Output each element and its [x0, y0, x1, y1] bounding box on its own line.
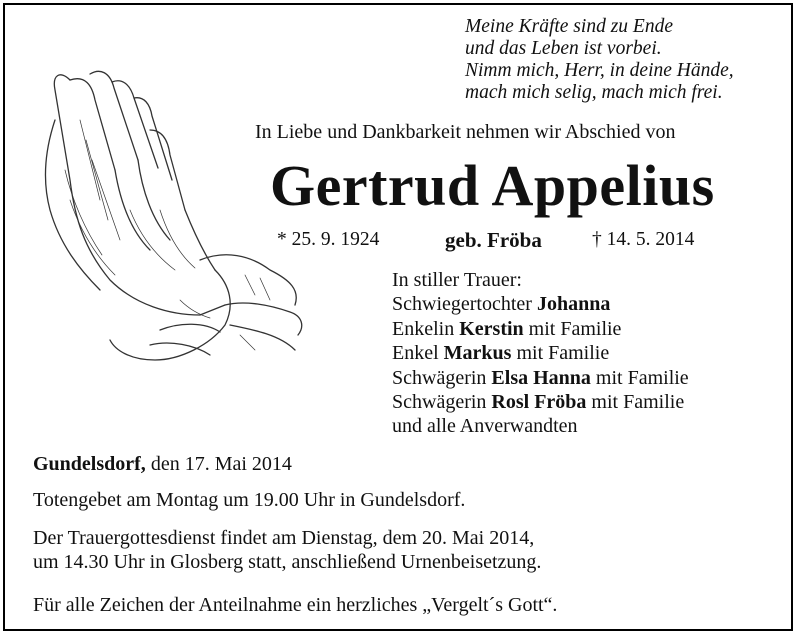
mourner-row: Schwägerin Elsa Hanna mit Familie [392, 366, 689, 389]
date: den 17. Mai 2014 [145, 453, 292, 475]
thanks-note: Für alle Zeichen der Anteilnahme ein herzliches „Vergelt´s Gott“. [33, 594, 558, 616]
mourner-row: Schwiegertochter Johanna [392, 293, 611, 316]
deceased-name: Gertrud Appelius [270, 153, 715, 218]
poem-line: Meine Kräfte sind zu Ende [465, 16, 673, 37]
mourner-row: Enkel Markus mit Familie [392, 342, 610, 365]
intro-text: In Liebe und Dankbarkeit nehmen wir Abschied von [255, 121, 676, 143]
mourner-row: Schwägerin Rosl Fröba mit Familie [392, 391, 685, 414]
place-and-date [33, 452, 292, 476]
poem-line: mach mich selig, mach mich frei. [465, 82, 723, 103]
mourners-list [392, 268, 689, 439]
town: Gundelsdorf, [33, 453, 146, 475]
mourners-heading: In stiller Trauer: [392, 269, 522, 291]
mourners-closing: und alle Anverwandten [392, 415, 578, 438]
prayer-announcement: Totengebet am Montag um 19.00 Uhr in Gundelsdorf. [33, 489, 466, 511]
death-date: † 14. 5. 2014 [592, 229, 695, 250]
praying-hands-icon [30, 60, 310, 380]
mourner-row: Enkelin Kerstin mit Familie [392, 317, 622, 340]
poem [465, 16, 734, 104]
poem-line: Nimm mich, Herr, in deine Hände, [465, 60, 734, 81]
service-announcement: Der Trauergottesdienst findet am Dienstag, dem 20. Mai 2014, um 14.30 Uhr in Glosberg statt, anschließend Urnenbeisetzung. [33, 527, 542, 573]
maiden-name: geb. Fröba [445, 228, 542, 252]
birth-date: * 25. 9. 1924 [277, 229, 380, 250]
poem-line: und das Leben ist vorbei. [465, 38, 662, 59]
